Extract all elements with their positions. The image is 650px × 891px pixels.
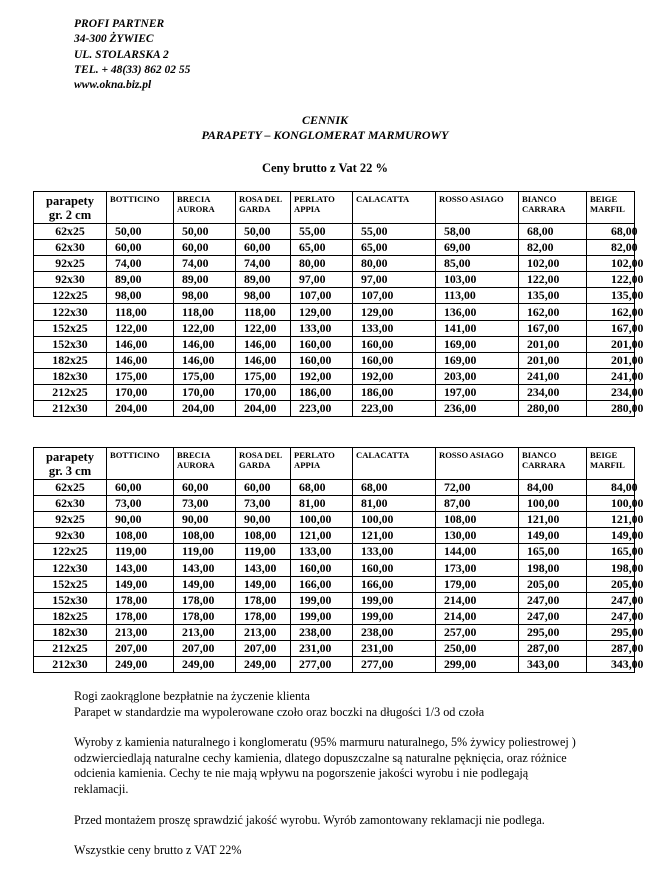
price-cell: 162,00	[587, 304, 635, 320]
price-cell: 165,00	[519, 544, 587, 560]
table-row	[34, 240, 635, 256]
table-row	[34, 544, 635, 560]
price-cell: 84,00	[587, 480, 635, 496]
note-polished-front: Parapet w standardzie ma wypolerowane czoło oraz boczki na długości 1/3 od czoła	[74, 704, 485, 719]
price-cell: 287,00	[587, 640, 635, 656]
price-cell: 50,00	[236, 224, 291, 240]
price-cell: 198,00	[519, 560, 587, 576]
header-stone: ROSSO ASIAGO	[436, 192, 519, 224]
note-paragraph-3: Przed montażem proszę sprawdzić jakość wyrobu. Wyrób zamontowany reklamacji nie podlega.	[74, 812, 545, 827]
price-cell: 343,00	[587, 657, 635, 673]
price-cell: 121,00	[587, 512, 635, 528]
price-cell: 160,00	[291, 336, 353, 352]
size-cell: 92x25	[34, 512, 107, 528]
price-cell: 280,00	[519, 401, 587, 417]
price-cell: 198,00	[587, 560, 635, 576]
price-cell: 68,00	[291, 480, 353, 496]
notes	[74, 689, 584, 874]
price-cell: 199,00	[291, 592, 353, 608]
price-cell: 343,00	[519, 657, 587, 673]
size-cell: 122x25	[34, 544, 107, 560]
price-cell: 199,00	[291, 608, 353, 624]
table-row	[34, 368, 635, 384]
price-cell: 247,00	[587, 608, 635, 624]
price-cell: 160,00	[353, 560, 436, 576]
table-header-row	[34, 448, 635, 480]
price-cell: 119,00	[107, 544, 174, 560]
header-stone: BEIGE MARFIL	[587, 448, 635, 480]
price-cell: 80,00	[353, 256, 436, 272]
price-cell: 204,00	[174, 401, 236, 417]
price-cell: 100,00	[291, 512, 353, 528]
document-title: CENNIK	[301, 113, 348, 127]
size-cell: 122x30	[34, 560, 107, 576]
price-cell: 98,00	[107, 288, 174, 304]
price-cell: 90,00	[174, 512, 236, 528]
price-cell: 186,00	[291, 384, 353, 400]
size-cell: 182x25	[34, 608, 107, 624]
size-cell: 92x30	[34, 528, 107, 544]
price-cell: 175,00	[174, 368, 236, 384]
price-cell: 98,00	[236, 288, 291, 304]
header-stone: BOTTICINO	[107, 192, 174, 224]
document-subtitle: PARAPETY – KONGLOMERAT MARMUROWY	[201, 128, 449, 142]
price-cell: 207,00	[107, 640, 174, 656]
price-cell: 73,00	[107, 496, 174, 512]
price-cell: 249,00	[174, 657, 236, 673]
price-cell: 69,00	[436, 240, 519, 256]
table-row	[34, 592, 635, 608]
price-cell: 133,00	[353, 320, 436, 336]
price-cell: 179,00	[436, 576, 519, 592]
price-cell: 287,00	[519, 640, 587, 656]
price-cell: 160,00	[353, 336, 436, 352]
price-cell: 238,00	[291, 624, 353, 640]
header-label: gr. 2 cm	[48, 207, 92, 222]
price-cell: 146,00	[236, 352, 291, 368]
table-row	[34, 352, 635, 368]
table-row	[34, 608, 635, 624]
price-cell: 170,00	[174, 384, 236, 400]
price-cell: 167,00	[587, 320, 635, 336]
price-cell: 146,00	[174, 352, 236, 368]
company-info	[74, 17, 190, 93]
table-row	[34, 304, 635, 320]
price-cell: 166,00	[353, 576, 436, 592]
note-paragraph-1	[74, 689, 584, 720]
size-cell: 62x30	[34, 240, 107, 256]
price-cell: 250,00	[436, 640, 519, 656]
price-cell: 102,00	[587, 256, 635, 272]
price-cell: 135,00	[587, 288, 635, 304]
price-cell: 102,00	[519, 256, 587, 272]
table-row	[34, 224, 635, 240]
price-cell: 241,00	[519, 368, 587, 384]
price-cell: 146,00	[107, 352, 174, 368]
price-cell: 166,00	[291, 576, 353, 592]
price-cell: 129,00	[353, 304, 436, 320]
price-cell: 178,00	[174, 608, 236, 624]
size-cell: 62x30	[34, 496, 107, 512]
price-cell: 192,00	[291, 368, 353, 384]
price-cell: 160,00	[291, 560, 353, 576]
price-cell: 213,00	[236, 624, 291, 640]
price-cell: 121,00	[519, 512, 587, 528]
company-city: 34-300 ŻYWIEC	[74, 33, 154, 46]
price-cell: 107,00	[291, 288, 353, 304]
price-cell: 122,00	[519, 272, 587, 288]
price-cell: 122,00	[174, 320, 236, 336]
price-cell: 90,00	[107, 512, 174, 528]
price-cell: 247,00	[587, 592, 635, 608]
table-row	[34, 336, 635, 352]
header-label: parapety	[46, 449, 94, 464]
price-cell: 50,00	[107, 224, 174, 240]
price-cell: 199,00	[353, 608, 436, 624]
price-cell: 205,00	[519, 576, 587, 592]
price-cell: 108,00	[236, 528, 291, 544]
price-cell: 65,00	[353, 240, 436, 256]
price-cell: 146,00	[107, 336, 174, 352]
header-label: parapety	[46, 193, 94, 208]
price-cell: 149,00	[236, 576, 291, 592]
company-name: PROFI PARTNER	[74, 18, 165, 30]
price-cell: 55,00	[353, 224, 436, 240]
price-cell: 143,00	[236, 560, 291, 576]
price-cell: 178,00	[107, 608, 174, 624]
header-label: gr. 3 cm	[48, 463, 92, 478]
header-stone: ROSSO ASIAGO	[436, 448, 519, 480]
price-cell: 108,00	[436, 512, 519, 528]
price-cell: 60,00	[107, 480, 174, 496]
price-cell: 149,00	[519, 528, 587, 544]
size-cell: 62x25	[34, 224, 107, 240]
size-cell: 122x30	[34, 304, 107, 320]
price-cell: 108,00	[107, 528, 174, 544]
price-cell: 90,00	[236, 512, 291, 528]
size-cell: 62x25	[34, 480, 107, 496]
price-cell: 98,00	[174, 288, 236, 304]
document-title-block	[0, 113, 650, 143]
price-cell: 249,00	[107, 657, 174, 673]
price-cell: 97,00	[353, 272, 436, 288]
price-cell: 186,00	[353, 384, 436, 400]
size-cell: 182x30	[34, 624, 107, 640]
header-stone: BEIGE MARFIL	[587, 192, 635, 224]
price-cell: 223,00	[353, 401, 436, 417]
price-cell: 149,00	[107, 576, 174, 592]
size-cell: 122x25	[34, 288, 107, 304]
price-cell: 167,00	[519, 320, 587, 336]
price-cell: 89,00	[107, 272, 174, 288]
price-cell: 133,00	[291, 544, 353, 560]
table-row	[34, 256, 635, 272]
price-cell: 170,00	[107, 384, 174, 400]
price-cell: 175,00	[236, 368, 291, 384]
price-cell: 130,00	[436, 528, 519, 544]
price-cell: 236,00	[436, 401, 519, 417]
table-row	[34, 512, 635, 528]
price-cell: 295,00	[519, 624, 587, 640]
table-row	[34, 320, 635, 336]
price-cell: 207,00	[236, 640, 291, 656]
header-stone: BIANCO CARRARA	[519, 192, 587, 224]
price-cell: 149,00	[587, 528, 635, 544]
price-cell: 146,00	[174, 336, 236, 352]
header-thickness	[34, 448, 107, 480]
price-cell: 65,00	[291, 240, 353, 256]
price-cell: 89,00	[174, 272, 236, 288]
price-cell: 257,00	[436, 624, 519, 640]
price-cell: 85,00	[436, 256, 519, 272]
table-row	[34, 576, 635, 592]
price-cell: 122,00	[236, 320, 291, 336]
vat-note: Ceny brutto z Vat 22 %	[261, 161, 389, 175]
price-cell: 170,00	[236, 384, 291, 400]
price-cell: 80,00	[291, 256, 353, 272]
header-thickness	[34, 192, 107, 224]
price-cell: 143,00	[174, 560, 236, 576]
price-cell: 89,00	[236, 272, 291, 288]
table-row	[34, 560, 635, 576]
table-row	[34, 272, 635, 288]
price-cell: 160,00	[353, 352, 436, 368]
size-cell: 182x30	[34, 368, 107, 384]
price-cell: 173,00	[436, 560, 519, 576]
size-cell: 212x30	[34, 401, 107, 417]
price-cell: 84,00	[519, 480, 587, 496]
price-cell: 146,00	[236, 336, 291, 352]
price-cell: 121,00	[291, 528, 353, 544]
price-cell: 143,00	[107, 560, 174, 576]
table-header-row	[34, 192, 635, 224]
price-cell: 118,00	[174, 304, 236, 320]
size-cell: 92x25	[34, 256, 107, 272]
price-cell: 118,00	[236, 304, 291, 320]
price-cell: 74,00	[236, 256, 291, 272]
price-cell: 55,00	[291, 224, 353, 240]
price-cell: 68,00	[519, 224, 587, 240]
price-cell: 73,00	[174, 496, 236, 512]
price-cell: 133,00	[353, 544, 436, 560]
header-stone: ROSA DEL GARDA	[236, 448, 291, 480]
price-cell: 160,00	[291, 352, 353, 368]
price-cell: 107,00	[353, 288, 436, 304]
price-cell: 119,00	[174, 544, 236, 560]
note-paragraph-4: Wszystkie ceny brutto z VAT 22%	[74, 843, 242, 858]
price-cell: 178,00	[236, 592, 291, 608]
price-cell: 60,00	[174, 240, 236, 256]
price-cell: 214,00	[436, 592, 519, 608]
price-cell: 74,00	[107, 256, 174, 272]
price-cell: 165,00	[587, 544, 635, 560]
price-cell: 87,00	[436, 496, 519, 512]
price-cell: 169,00	[436, 352, 519, 368]
price-cell: 129,00	[291, 304, 353, 320]
table-row	[34, 384, 635, 400]
price-cell: 203,00	[436, 368, 519, 384]
price-cell: 247,00	[519, 608, 587, 624]
price-cell: 247,00	[519, 592, 587, 608]
header-stone: PERLATO APPIA	[291, 192, 353, 224]
price-cell: 135,00	[519, 288, 587, 304]
price-cell: 231,00	[291, 640, 353, 656]
table-row	[34, 401, 635, 417]
price-cell: 241,00	[587, 368, 635, 384]
price-cell: 58,00	[436, 224, 519, 240]
price-cell: 82,00	[587, 240, 635, 256]
table-row	[34, 496, 635, 512]
price-cell: 201,00	[519, 352, 587, 368]
price-cell: 231,00	[353, 640, 436, 656]
header-stone: PERLATO APPIA	[291, 448, 353, 480]
price-cell: 277,00	[291, 657, 353, 673]
header-stone: BRECIA AURORA	[174, 448, 236, 480]
price-cell: 122,00	[107, 320, 174, 336]
price-cell: 108,00	[174, 528, 236, 544]
price-cell: 74,00	[174, 256, 236, 272]
header-stone: BRECIA AURORA	[174, 192, 236, 224]
price-cell: 280,00	[587, 401, 635, 417]
note-rounded-corners: Rogi zaokrąglone bezpłatnie na życzenie klienta	[74, 689, 310, 703]
size-cell: 152x30	[34, 592, 107, 608]
price-cell: 201,00	[587, 336, 635, 352]
header-stone: CALACATTA	[353, 448, 436, 480]
table-row	[34, 640, 635, 656]
size-cell: 212x25	[34, 640, 107, 656]
price-cell: 223,00	[291, 401, 353, 417]
price-cell: 136,00	[436, 304, 519, 320]
price-cell: 199,00	[353, 592, 436, 608]
price-cell: 100,00	[587, 496, 635, 512]
price-cell: 201,00	[519, 336, 587, 352]
size-cell: 212x25	[34, 384, 107, 400]
price-cell: 192,00	[353, 368, 436, 384]
price-table-2cm	[33, 191, 644, 417]
header-stone: ROSA DEL GARDA	[236, 192, 291, 224]
price-cell: 81,00	[291, 496, 353, 512]
price-cell: 178,00	[236, 608, 291, 624]
price-cell: 50,00	[174, 224, 236, 240]
price-cell: 197,00	[436, 384, 519, 400]
price-cell: 118,00	[107, 304, 174, 320]
table-row	[34, 624, 635, 640]
price-cell: 178,00	[174, 592, 236, 608]
company-street: UL. STOLARSKA 2	[74, 48, 169, 61]
price-cell: 60,00	[236, 480, 291, 496]
price-cell: 205,00	[587, 576, 635, 592]
price-cell: 73,00	[236, 496, 291, 512]
price-cell: 295,00	[587, 624, 635, 640]
price-cell: 201,00	[587, 352, 635, 368]
table-row	[34, 528, 635, 544]
price-cell: 204,00	[236, 401, 291, 417]
size-cell: 92x30	[34, 272, 107, 288]
company-phone: TEL. + 48(33) 862 02 55	[74, 63, 191, 76]
price-cell: 68,00	[587, 224, 635, 240]
price-cell: 122,00	[587, 272, 635, 288]
price-cell: 204,00	[107, 401, 174, 417]
price-cell: 207,00	[174, 640, 236, 656]
price-cell: 113,00	[436, 288, 519, 304]
price-cell: 238,00	[353, 624, 436, 640]
price-cell: 299,00	[436, 657, 519, 673]
price-cell: 169,00	[436, 336, 519, 352]
price-cell: 100,00	[519, 496, 587, 512]
price-cell: 68,00	[353, 480, 436, 496]
size-cell: 212x30	[34, 657, 107, 673]
header-stone: CALACATTA	[353, 192, 436, 224]
table-row	[34, 288, 635, 304]
price-cell: 60,00	[107, 240, 174, 256]
header-stone: BOTTICINO	[107, 448, 174, 480]
size-cell: 152x25	[34, 320, 107, 336]
price-cell: 214,00	[436, 608, 519, 624]
price-cell: 103,00	[436, 272, 519, 288]
price-cell: 72,00	[436, 480, 519, 496]
price-cell: 121,00	[353, 528, 436, 544]
price-cell: 97,00	[291, 272, 353, 288]
note-paragraph-2: Wyroby z kamienia naturalnego i konglomeratu (95% marmuru naturalnego, 5% żywicy poliestrowej ) odzwierciedlają naturalne cechy kamienia, dlatego dopuszczalne są naturalne pęknięcia, oraz różnice odcienia kamienia. Cechy te nie mają wpływu na pogorszenie jakości wyrobu i nie podlegają reklamacji.	[74, 735, 576, 796]
price-cell: 277,00	[353, 657, 436, 673]
price-cell: 144,00	[436, 544, 519, 560]
price-cell: 141,00	[436, 320, 519, 336]
price-cell: 234,00	[587, 384, 635, 400]
company-web: www.okna.biz.pl	[74, 79, 152, 92]
table-row	[34, 657, 635, 673]
price-table-3cm	[33, 447, 644, 673]
price-cell: 175,00	[107, 368, 174, 384]
price-cell: 119,00	[236, 544, 291, 560]
price-cell: 178,00	[107, 592, 174, 608]
price-cell: 60,00	[174, 480, 236, 496]
price-cell: 100,00	[353, 512, 436, 528]
price-cell: 133,00	[291, 320, 353, 336]
price-cell: 82,00	[519, 240, 587, 256]
price-cell: 234,00	[519, 384, 587, 400]
price-cell: 81,00	[353, 496, 436, 512]
size-cell: 182x25	[34, 352, 107, 368]
size-cell: 152x25	[34, 576, 107, 592]
header-stone: BIANCO CARRARA	[519, 448, 587, 480]
price-cell: 162,00	[519, 304, 587, 320]
price-cell: 149,00	[174, 576, 236, 592]
price-cell: 213,00	[174, 624, 236, 640]
price-cell: 249,00	[236, 657, 291, 673]
table-row	[34, 480, 635, 496]
price-cell: 213,00	[107, 624, 174, 640]
size-cell: 152x30	[34, 336, 107, 352]
price-cell: 60,00	[236, 240, 291, 256]
